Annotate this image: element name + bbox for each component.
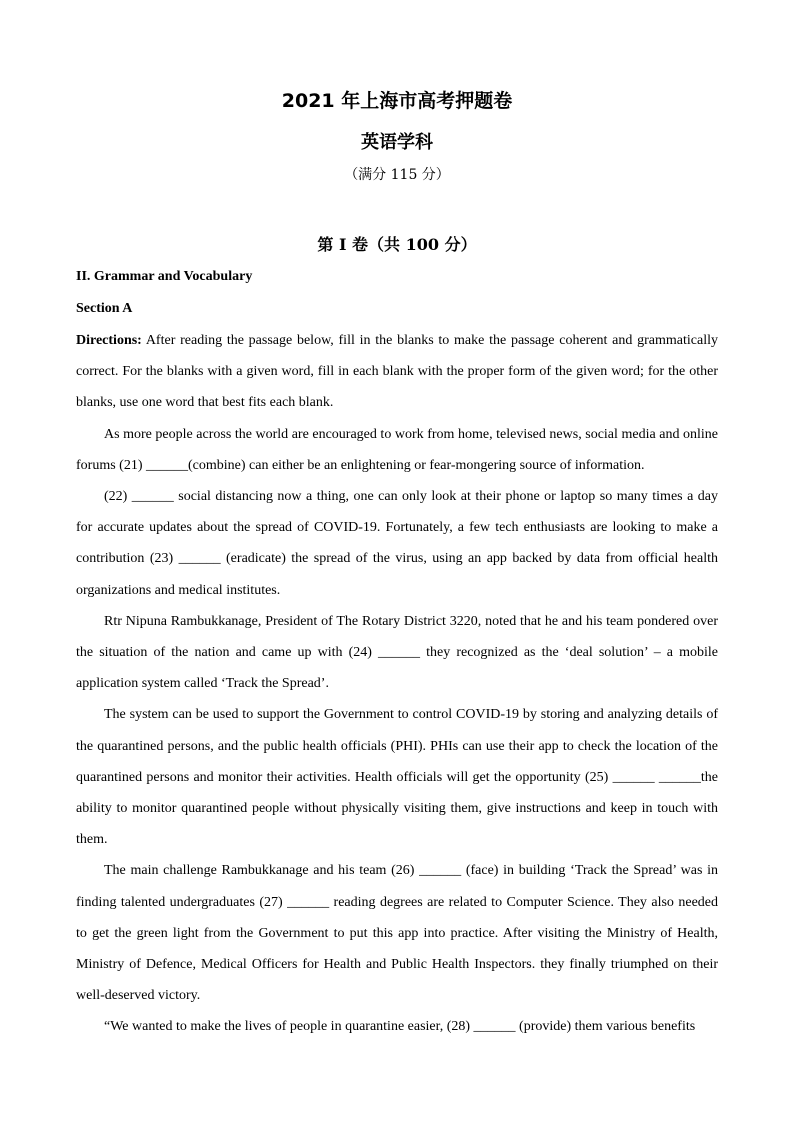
subject-title: 英语学科 (361, 132, 433, 153)
part-title: 第 I 卷（共 100 分） (317, 235, 477, 254)
exam-title: 2021 年上海市高考押题卷 (281, 90, 513, 112)
paragraph-1: As more people across the world are encouraged to work from home, televised news, social media and online forums (21) ______(combine) can either be an enlightening or fear-mongering source of information. (76, 426, 718, 473)
section-heading: II. Grammar and Vocabulary (76, 269, 253, 284)
section-subheading: Section A (76, 301, 133, 316)
paragraph-2: (22) ______ social distancing now a thing, one can only look at their phone or laptop so many times a day for accurate updates about the spread of COVID-19. Fortunately, a few tech enthusiasts are looking to make a contribution (23) ______ (eradicate) the spread of the virus, using an app backed by data from official health organizations and medical institutes. (76, 489, 718, 598)
paragraph-4: The system can be used to support the Government to control COVID-19 by storing and analyzing details of the quarantined persons, and the public health officials (PHI). PHIs can use their app to check the location of the quarantined persons and monitor their activities. Health officials will get the opportunity (25) ______ ______the ability to monitor quarantined people without physically visiting them, give instructions and keep in touch with them. (76, 707, 718, 848)
passage-body (76, 325, 718, 1043)
paragraph-5: The main challenge Rambukkanage and his team (26) ______ (face) in building ‘Track the Spread’ was in finding talented undergraduates (27) ______ reading degrees are related to Computer Science. They also needed to get the green light from the Government to put this app into practice. After visiting the Ministry of Health, Ministry of Defence, Medical Officers for Health and Public Health Inspectors. they finally triumphed on their well-deserved victory. (76, 863, 718, 1004)
directions-label: Directions: (76, 333, 142, 348)
directions (76, 325, 718, 419)
full-score: （满分 115 分） (344, 167, 450, 183)
paragraph-6: “We wanted to make the lives of people in quarantine easier, (28) ______ (provide) them various benefits (104, 1019, 696, 1035)
directions-text: After reading the passage below, fill in the blanks to make the passage coherent and grammatically correct. For the blanks with a given word, fill in each blank with the proper form of the given word; for the other blanks, use one word that best fits each blank. (76, 333, 718, 411)
paragraph-3: Rtr Nipuna Rambukkanage, President of The Rotary District 3220, noted that he and his team pondered over the situation of the nation and came up with (24) ______ they recognized as the ‘deal solution’ – a mobile application system called ‘Track the Spread’. (76, 613, 718, 692)
